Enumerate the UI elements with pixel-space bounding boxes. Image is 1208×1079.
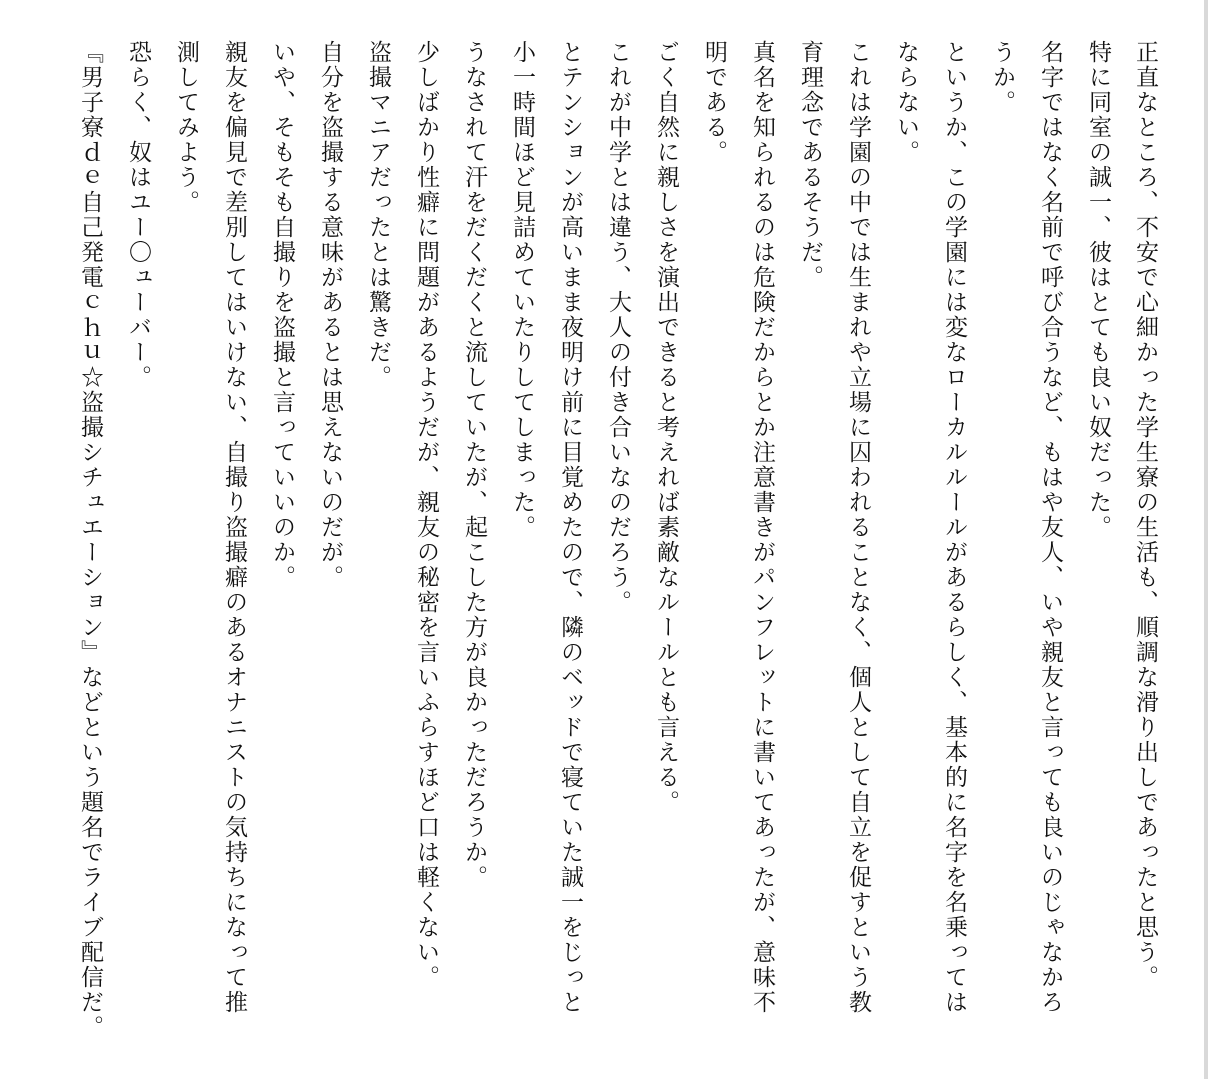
- text-line: うなされて汗をだくだくと流していたが、起こした方が良かっただろうか。: [461, 40, 487, 890]
- page-edge-divider: [1204, 0, 1208, 1079]
- text-line: 盗撮マニアだったとは驚きだ。: [365, 40, 391, 390]
- text-line: 自分を盗撮する意味があるとは思えないのだが。: [317, 40, 343, 590]
- text-line: 真名を知られるのは危険だからとか注意書きがパンフレットに書いてあったが、意味不: [749, 40, 775, 1015]
- text-line: いや、そもそも自撮りを盗撮と言っていいのか。: [269, 40, 295, 590]
- text-line: 親友を偏見で差別してはいけない、自撮り盗撮癖のあるオナニストの気持ちになって推: [221, 40, 247, 1015]
- text-line: 測してみよう。: [173, 40, 199, 215]
- text-line: 特に同室の誠一、彼はとても良い奴だった。: [1085, 40, 1111, 540]
- text-line: ならない。: [893, 40, 919, 165]
- text-line: とテンションが高いまま夜明け前に目覚めたので、隣のベッドで寝ていた誠一をじっと: [557, 40, 583, 1015]
- text-line: 育理念であるそうだ。: [797, 40, 823, 290]
- text-line: これは学園の中では生まれや立場に囚われることなく、個人として自立を促すという教: [845, 40, 871, 1015]
- text-line: 正直なところ、不安で心細かった学生寮の生活も、順調な滑り出しであったと思う。: [1132, 40, 1158, 990]
- text-line: 名字ではなく名前で呼び合うなど、もはや友人、いや親友と言っても良いのじゃなかろ: [1037, 40, 1063, 1015]
- text-line: 少しばかり性癖に問題があるようだが、親友の秘密を言いふらすほど口は軽くない。: [413, 40, 439, 990]
- text-line: ごく自然に親しさを演出できると考えれば素敵なルールとも言える。: [653, 40, 679, 815]
- text-line: これが中学とは違う、大人の付き合いなのだろう。: [605, 40, 631, 615]
- text-line: うか。: [989, 40, 1015, 115]
- text-line: というか、この学園には変なローカルルールがあるらしく、基本的に名字を名乗っては: [941, 40, 967, 1015]
- text-line: 小一時間ほど見詰めていたりしてしまった。: [509, 40, 535, 540]
- text-line: 明である。: [701, 40, 727, 165]
- text-line: 恐らく、奴はユー〇ューバー。: [125, 40, 151, 390]
- text-line: 『男子寮ｄｅ自己発電ｃｈｕ☆盗撮シチュエーション』などという題名でライブ配信だ。: [77, 40, 103, 1040]
